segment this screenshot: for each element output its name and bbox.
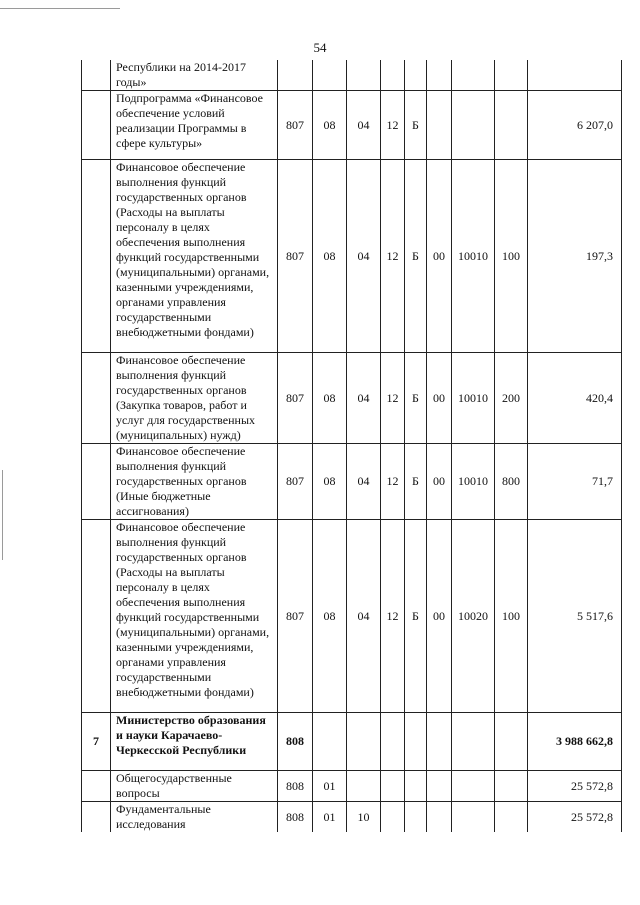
code-cell: 10010 [452, 353, 495, 444]
code-cell [381, 802, 405, 833]
row-name-cell: Финансовое обеспечение выполнения функций государственных органов (Расходы на выплаты персоналу в целях обеспечения выполнения функций государственными (муниципальными) органами, казенными учреждениями, органами управления государственными внебюджетными фондами) [111, 520, 278, 713]
table-row [82, 520, 622, 713]
row-name-cell: Министерство образования и науки Карачаево-Черкесской Республики [111, 713, 278, 771]
row-number-cell: 7 [82, 713, 111, 771]
amount-cell: 71,7 [528, 444, 622, 520]
code-cell: 00 [427, 353, 452, 444]
amount-cell: 25 572,8 [528, 771, 622, 802]
code-cell: 08 [313, 91, 347, 160]
code-cell: 10020 [452, 520, 495, 713]
code-cell [452, 802, 495, 833]
code-cell: 100 [495, 160, 528, 353]
code-cell: 808 [278, 713, 313, 771]
code-cell [495, 91, 528, 160]
scan-edge-mark-top [0, 8, 120, 9]
code-cell: Б [405, 520, 427, 713]
table-row [82, 60, 622, 91]
code-cell: 00 [427, 160, 452, 353]
code-cell [495, 802, 528, 833]
code-cell: 807 [278, 520, 313, 713]
code-cell: 807 [278, 91, 313, 160]
scan-edge-mark-left [2, 470, 3, 560]
code-cell [381, 771, 405, 802]
code-cell: Б [405, 91, 427, 160]
code-cell: 808 [278, 802, 313, 833]
code-cell [313, 60, 347, 91]
amount-cell: 5 517,6 [528, 520, 622, 713]
code-cell [495, 60, 528, 91]
code-cell: 08 [313, 444, 347, 520]
code-cell: 100 [495, 520, 528, 713]
code-cell: Б [405, 160, 427, 353]
code-cell [427, 60, 452, 91]
row-number-cell [82, 91, 111, 160]
row-name-cell: Финансовое обеспечение выполнения функций государственных органов (Иные бюджетные ассигнования) [111, 444, 278, 520]
code-cell [278, 60, 313, 91]
code-cell: 01 [313, 771, 347, 802]
code-cell: 12 [381, 91, 405, 160]
code-cell: 807 [278, 353, 313, 444]
code-cell: 04 [347, 444, 381, 520]
amount-cell [528, 60, 622, 91]
amount-cell: 6 207,0 [528, 91, 622, 160]
row-name-cell: Общегосударственные вопросы [111, 771, 278, 802]
code-cell [405, 802, 427, 833]
code-cell [381, 713, 405, 771]
code-cell: 04 [347, 91, 381, 160]
table-row [82, 91, 622, 160]
amount-cell: 420,4 [528, 353, 622, 444]
code-cell: 04 [347, 520, 381, 713]
table-row [82, 802, 622, 833]
row-name-cell: Республики на 2014-2017 годы» [111, 60, 278, 91]
code-cell [427, 91, 452, 160]
code-cell: 200 [495, 353, 528, 444]
code-cell [313, 713, 347, 771]
code-cell [452, 60, 495, 91]
code-cell: 08 [313, 160, 347, 353]
code-cell [452, 91, 495, 160]
code-cell: 00 [427, 520, 452, 713]
code-cell [427, 771, 452, 802]
code-cell: 808 [278, 771, 313, 802]
code-cell: 12 [381, 160, 405, 353]
row-number-cell [82, 802, 111, 833]
table-row [82, 713, 622, 771]
code-cell [405, 771, 427, 802]
code-cell: 800 [495, 444, 528, 520]
code-cell: 00 [427, 444, 452, 520]
code-cell: Б [405, 444, 427, 520]
table-row [82, 160, 622, 353]
code-cell [405, 60, 427, 91]
code-cell [495, 771, 528, 802]
row-number-cell [82, 160, 111, 353]
code-cell: 12 [381, 444, 405, 520]
code-cell [427, 802, 452, 833]
row-name-cell: Подпрограмма «Финансовое обеспечение условий реализации Программы в сфере культуры» [111, 91, 278, 160]
row-number-cell [82, 353, 111, 444]
code-cell: 04 [347, 353, 381, 444]
row-name-cell: Финансовое обеспечение выполнения функций государственных органов (Расходы на выплаты персоналу в целях обеспечения выполнения функций государственными (муниципальными) органами, казенными учреждениями, органами управления государственными внебюджетными фондами) [111, 160, 278, 353]
code-cell [381, 60, 405, 91]
code-cell: 10010 [452, 444, 495, 520]
row-name-cell: Фундаментальные исследования [111, 802, 278, 833]
amount-cell: 197,3 [528, 160, 622, 353]
row-name-cell: Финансовое обеспечение выполнения функций государственных органов (Закупка товаров, работ и услуг для государственных (муниципальных) нужд) [111, 353, 278, 444]
budget-table [81, 60, 622, 832]
code-cell: 08 [313, 520, 347, 713]
row-number-cell [82, 520, 111, 713]
code-cell: 04 [347, 160, 381, 353]
code-cell: 01 [313, 802, 347, 833]
code-cell [452, 713, 495, 771]
table-row [82, 353, 622, 444]
code-cell [347, 713, 381, 771]
row-number-cell [82, 771, 111, 802]
code-cell: 12 [381, 520, 405, 713]
code-cell: 807 [278, 160, 313, 353]
code-cell [495, 713, 528, 771]
code-cell: 10 [347, 802, 381, 833]
code-cell: 807 [278, 444, 313, 520]
row-number-cell [82, 444, 111, 520]
code-cell [452, 771, 495, 802]
code-cell: Б [405, 353, 427, 444]
code-cell [347, 771, 381, 802]
code-cell [347, 60, 381, 91]
table-row [82, 771, 622, 802]
code-cell: 08 [313, 353, 347, 444]
code-cell: 12 [381, 353, 405, 444]
row-number-cell [82, 60, 111, 91]
code-cell [405, 713, 427, 771]
table-row [82, 444, 622, 520]
amount-cell: 3 988 662,8 [528, 713, 622, 771]
code-cell: 10010 [452, 160, 495, 353]
code-cell [427, 713, 452, 771]
amount-cell: 25 572,8 [528, 802, 622, 833]
page-number: 54 [313, 40, 327, 55]
